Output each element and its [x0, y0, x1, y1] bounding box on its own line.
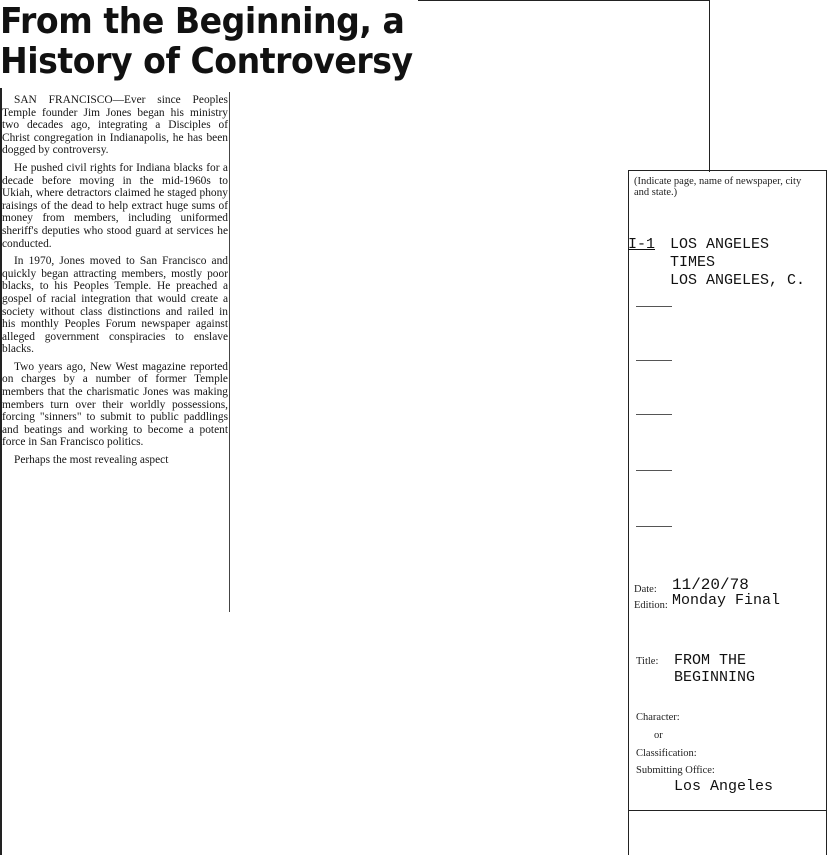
article-body — [2, 94, 228, 472]
submitting-office-label: Submitting Office: — [636, 765, 715, 776]
submitting-office-value: Los Angeles — [674, 778, 774, 795]
newspaper-name-line-1: LOS ANGELES — [670, 236, 770, 253]
article-paragraph: In 1970, Jones moved to San Francisco and quickly began attracting members, mostly poor blacks, to his Peoples Temple. He preached a gospel of racial integration that would create a society without class distinctions and railed in his monthly Peoples Forum newspaper against alleged government conspiracies to enslave blacks. — [2, 255, 228, 356]
headline-line-2: History of Controversy — [0, 41, 413, 82]
form-bottom-rule — [628, 810, 827, 811]
column-rule — [229, 92, 230, 612]
edition-value: Monday Final — [672, 592, 781, 609]
blank-line — [636, 470, 672, 471]
edition-label: Edition: — [634, 600, 668, 611]
page-marker: I-1 — [628, 236, 656, 253]
headline-line-1: From the Beginning, a — [0, 1, 405, 42]
city-state: LOS ANGELES, C. — [670, 272, 806, 289]
title-value-line-2: BEGINNING — [674, 669, 756, 686]
newspaper-name-line-2: TIMES — [670, 254, 716, 271]
blank-line — [636, 414, 672, 415]
article-paragraph: Perhaps the most revealing aspect — [14, 454, 169, 467]
article-paragraph: He pushed civil rights for Indiana blacks for a decade before moving in the mid-1960s to Ukiah, where detractors claimed he staged phony raisings of the dead to help extract huge sums of money from members, including uniformed sheriff's deputies who stood guard at services he conducted. — [2, 161, 228, 250]
top-border — [418, 0, 710, 1]
right-border — [709, 0, 710, 172]
form-left-border — [628, 170, 629, 855]
or-label: or — [654, 730, 663, 741]
character-label: Character: — [636, 712, 680, 723]
title-value-line-1: FROM THE — [674, 652, 747, 669]
article-paragraph: SAN FRANCISCO—Ever since Peoples Temple founder Jim Jones began his ministry two decades ago, integrating a Disciples of Christ congregation in Indianapolis, he has been dogged by controversy. — [2, 94, 228, 157]
blank-line — [636, 526, 672, 527]
blank-line — [636, 360, 672, 361]
date-value: 11/20/78 — [672, 576, 749, 594]
article-paragraph: Two years ago, New West magazine reported on charges by a number of former Temple members that the charismatic Jones was making members turn over their worldly possessions, forcing "sinners" to submit to public paddlings and beatings and working to become a potent force in San Francisco politics. — [2, 360, 228, 449]
classification-label: Classification: — [636, 748, 697, 759]
headline — [0, 1, 413, 82]
blank-line — [636, 306, 672, 307]
title-label: Title: — [636, 656, 659, 667]
form-instruction: (Indicate page, name of newspaper, city and state.) — [634, 176, 802, 198]
date-label: Date: — [634, 584, 657, 595]
form-top-border — [628, 170, 827, 171]
